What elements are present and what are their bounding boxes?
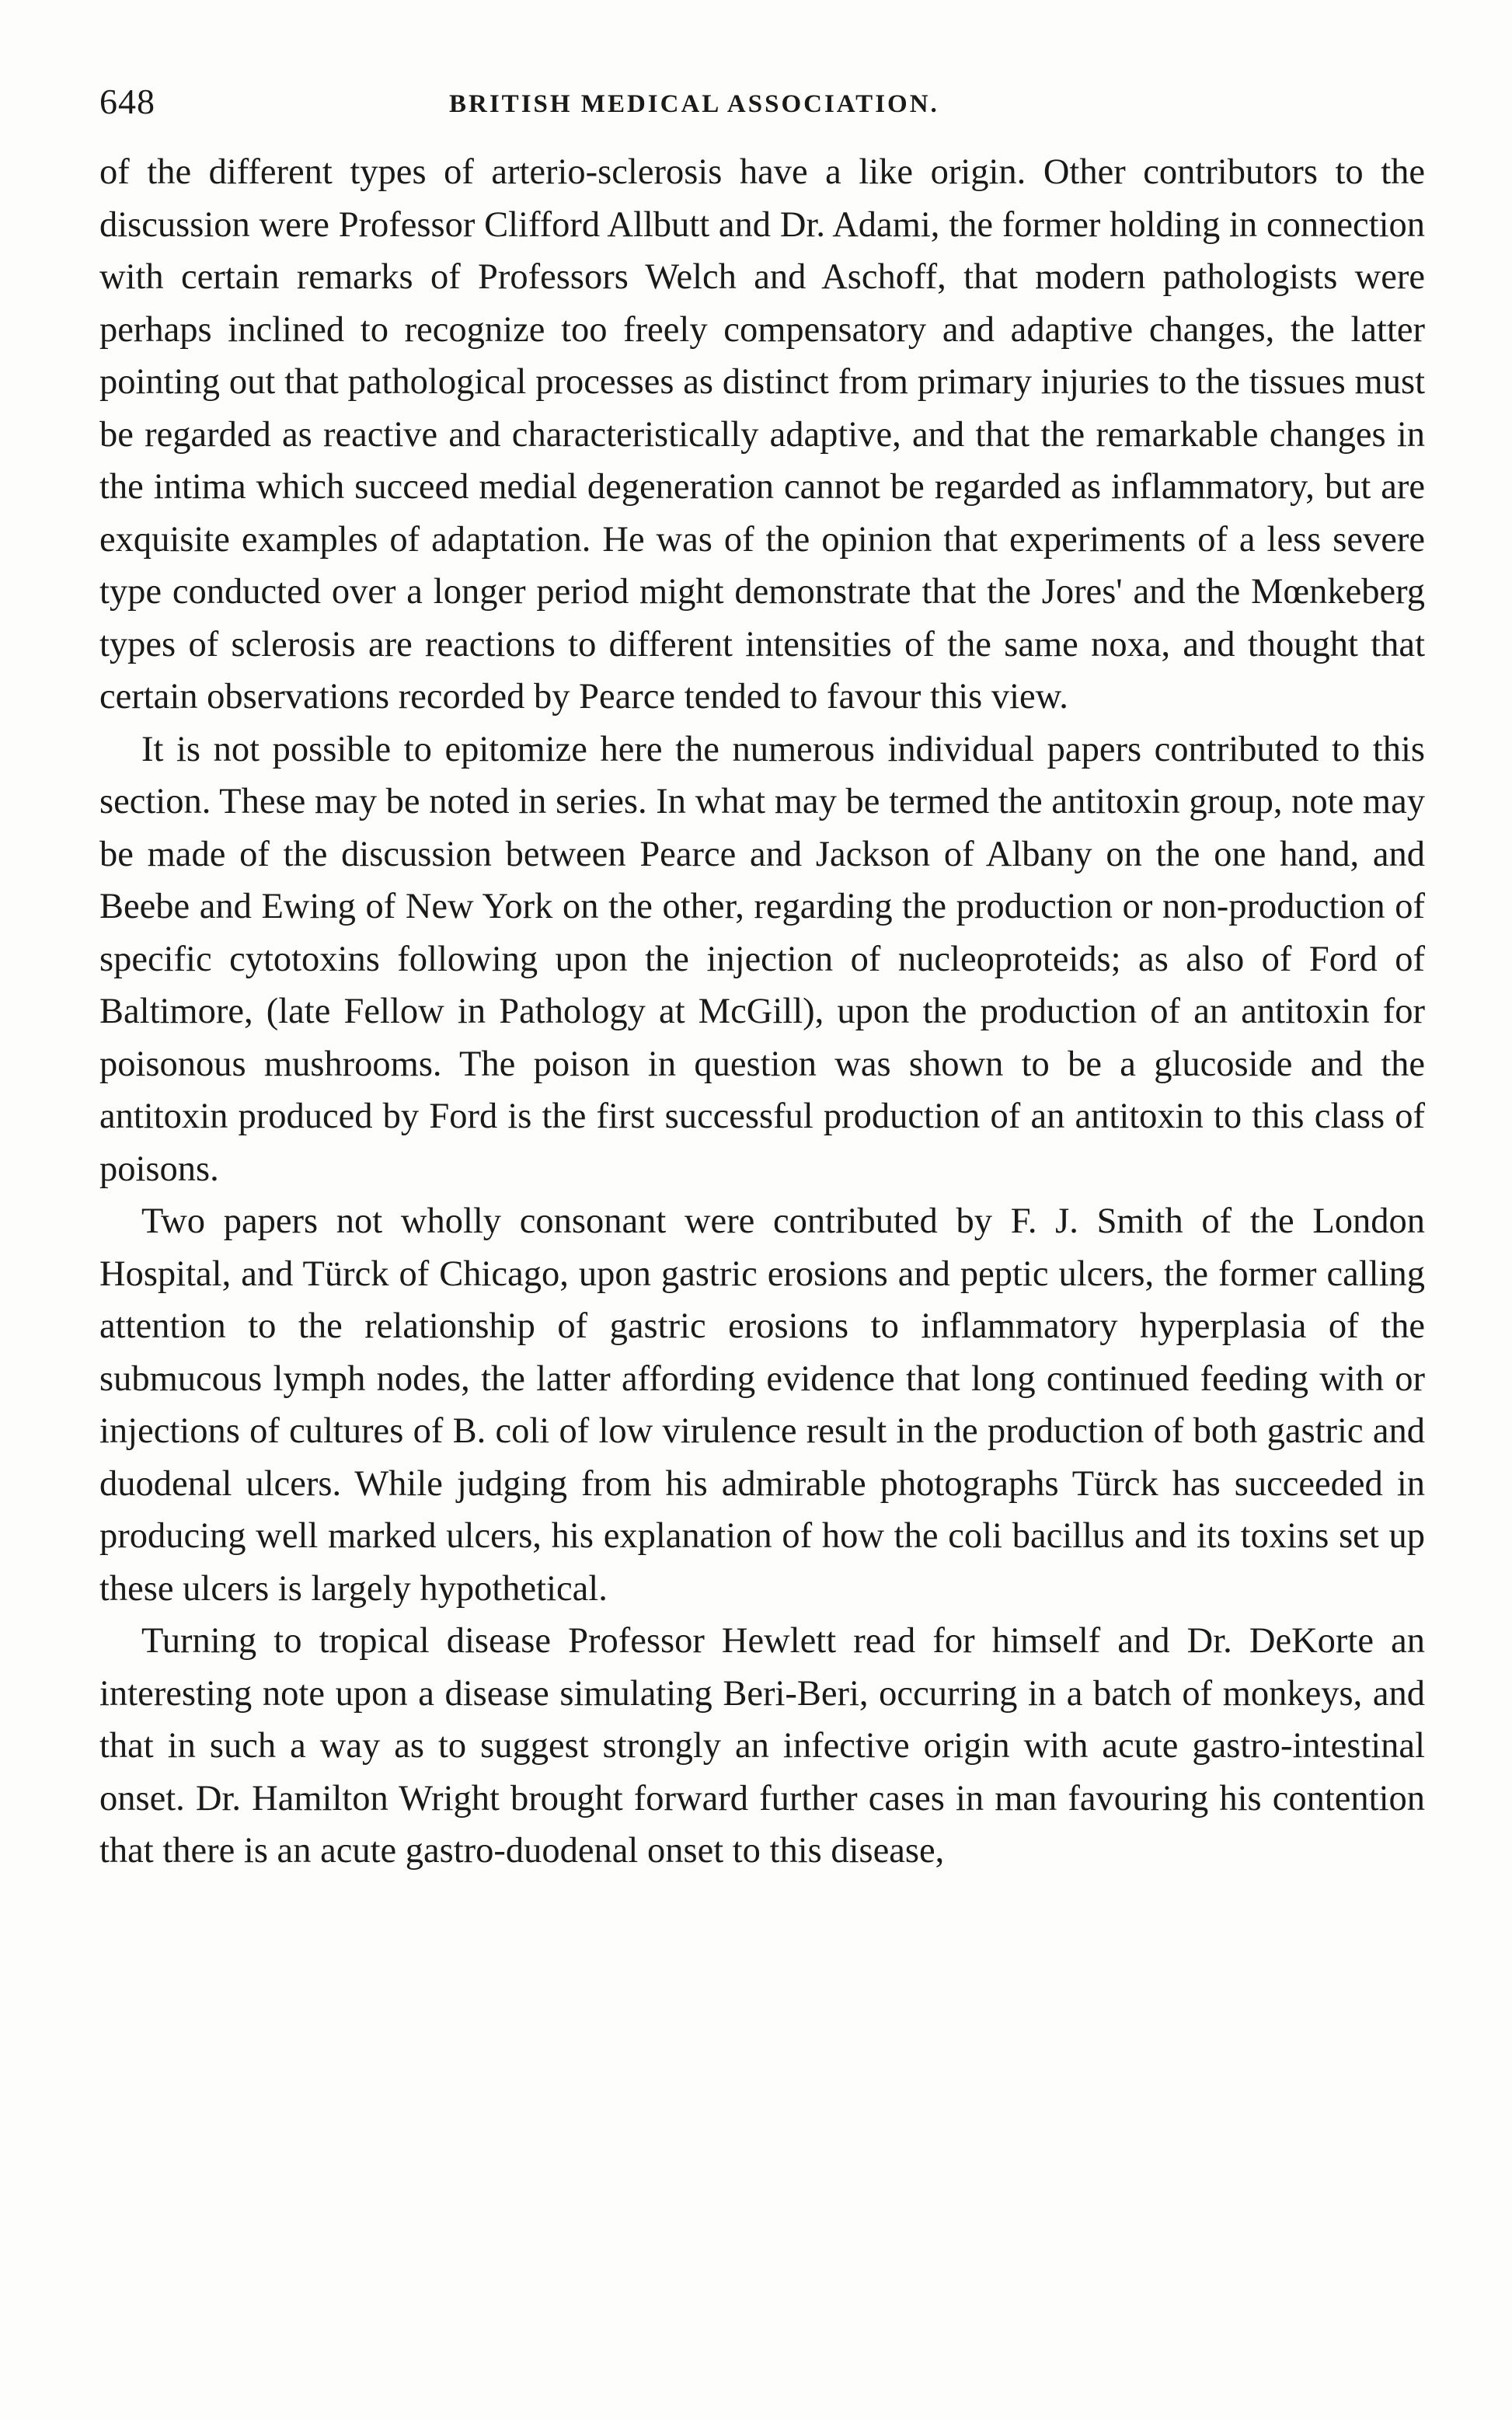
running-head: BRITISH MEDICAL ASSOCIATION. <box>449 90 939 118</box>
paragraph-arterio-sclerosis: of the different types of arterio-sclerosis have a like origin. Other contributors to the discussion were Professor Clifford Allbutt and Dr. Adami, the former holding in connection with certain remarks of Professors Welch and Aschoff, that modern pathologists were perhaps inclined to recognize too freely compensatory and adaptive changes, the latter pointing out that pathological processes as distinct from primary injuries to the tissues must be regarded as reactive and characteristically adaptive, and that the remarkable changes in the intima which succeed medial degeneration cannot be regarded as inflammatory, but are exquisite examples of adaptation. He was of the opinion that experiments of a less severe type conducted over a longer period might demonstrate that the Jores' and the Mœnkeberg types of sclerosis are reactions to different intensities of the same noxa, and thought that certain observations recorded by Pearce tended to favour this view. <box>99 152 1425 717</box>
paragraph-antitoxin-group: It is not possible to epitomize here the numerous individual papers contributed to this section. These may be noted in series. In what may be termed the antitoxin group, note may be made of the discussion between Pearce and Jackson of Albany on the one hand, and Beebe and Ewing of New York on the other, regarding the production or non-production of specific cytotoxins following upon the injection of nucleoproteids; as also of Ford of Baltimore, (late Fellow in Pathology at McGill), upon the production of an antitoxin for poisonous mushrooms. The poison in question was shown to be a glucoside and the antitoxin produced by Ford is the first successful production of an antitoxin to this class of poisons. <box>99 729 1425 1189</box>
paragraph-tropical-disease: Turning to tropical disease Professor Hewlett read for himself and Dr. DeKorte an interesting note upon a disease simulating Beri-Beri, occurring in a batch of monkeys, and that in such a way as to suggest strongly an infective origin with acute gastro-intestinal onset. Dr. Hamilton Wright brought forward further cases in man favouring his contention that there is an acute gastro-duodenal onset to this disease, <box>99 1621 1425 1871</box>
page-header <box>99 81 1420 135</box>
paragraph-gastric-ulcers: Two papers not wholly consonant were contributed by F. J. Smith of the London Hospital, and Türck of Chicago, upon gastric erosions and peptic ulcers, the former calling attention to the relationship of gastric erosions to inflammatory hyperplasia of the submucous lymph nodes, the latter affording evidence that long continued feeding with or injections of cultures of B. coli of low virulence result in the production of both gastric and duodenal ulcers. While judging from his admirable photographs Türck has succeeded in producing well marked ulcers, his explanation of how the coli bacillus and its toxins set up these ulcers is largely hypothetical. <box>99 1201 1425 1609</box>
body-text <box>99 146 1425 1878</box>
page-number: 648 <box>99 82 155 121</box>
